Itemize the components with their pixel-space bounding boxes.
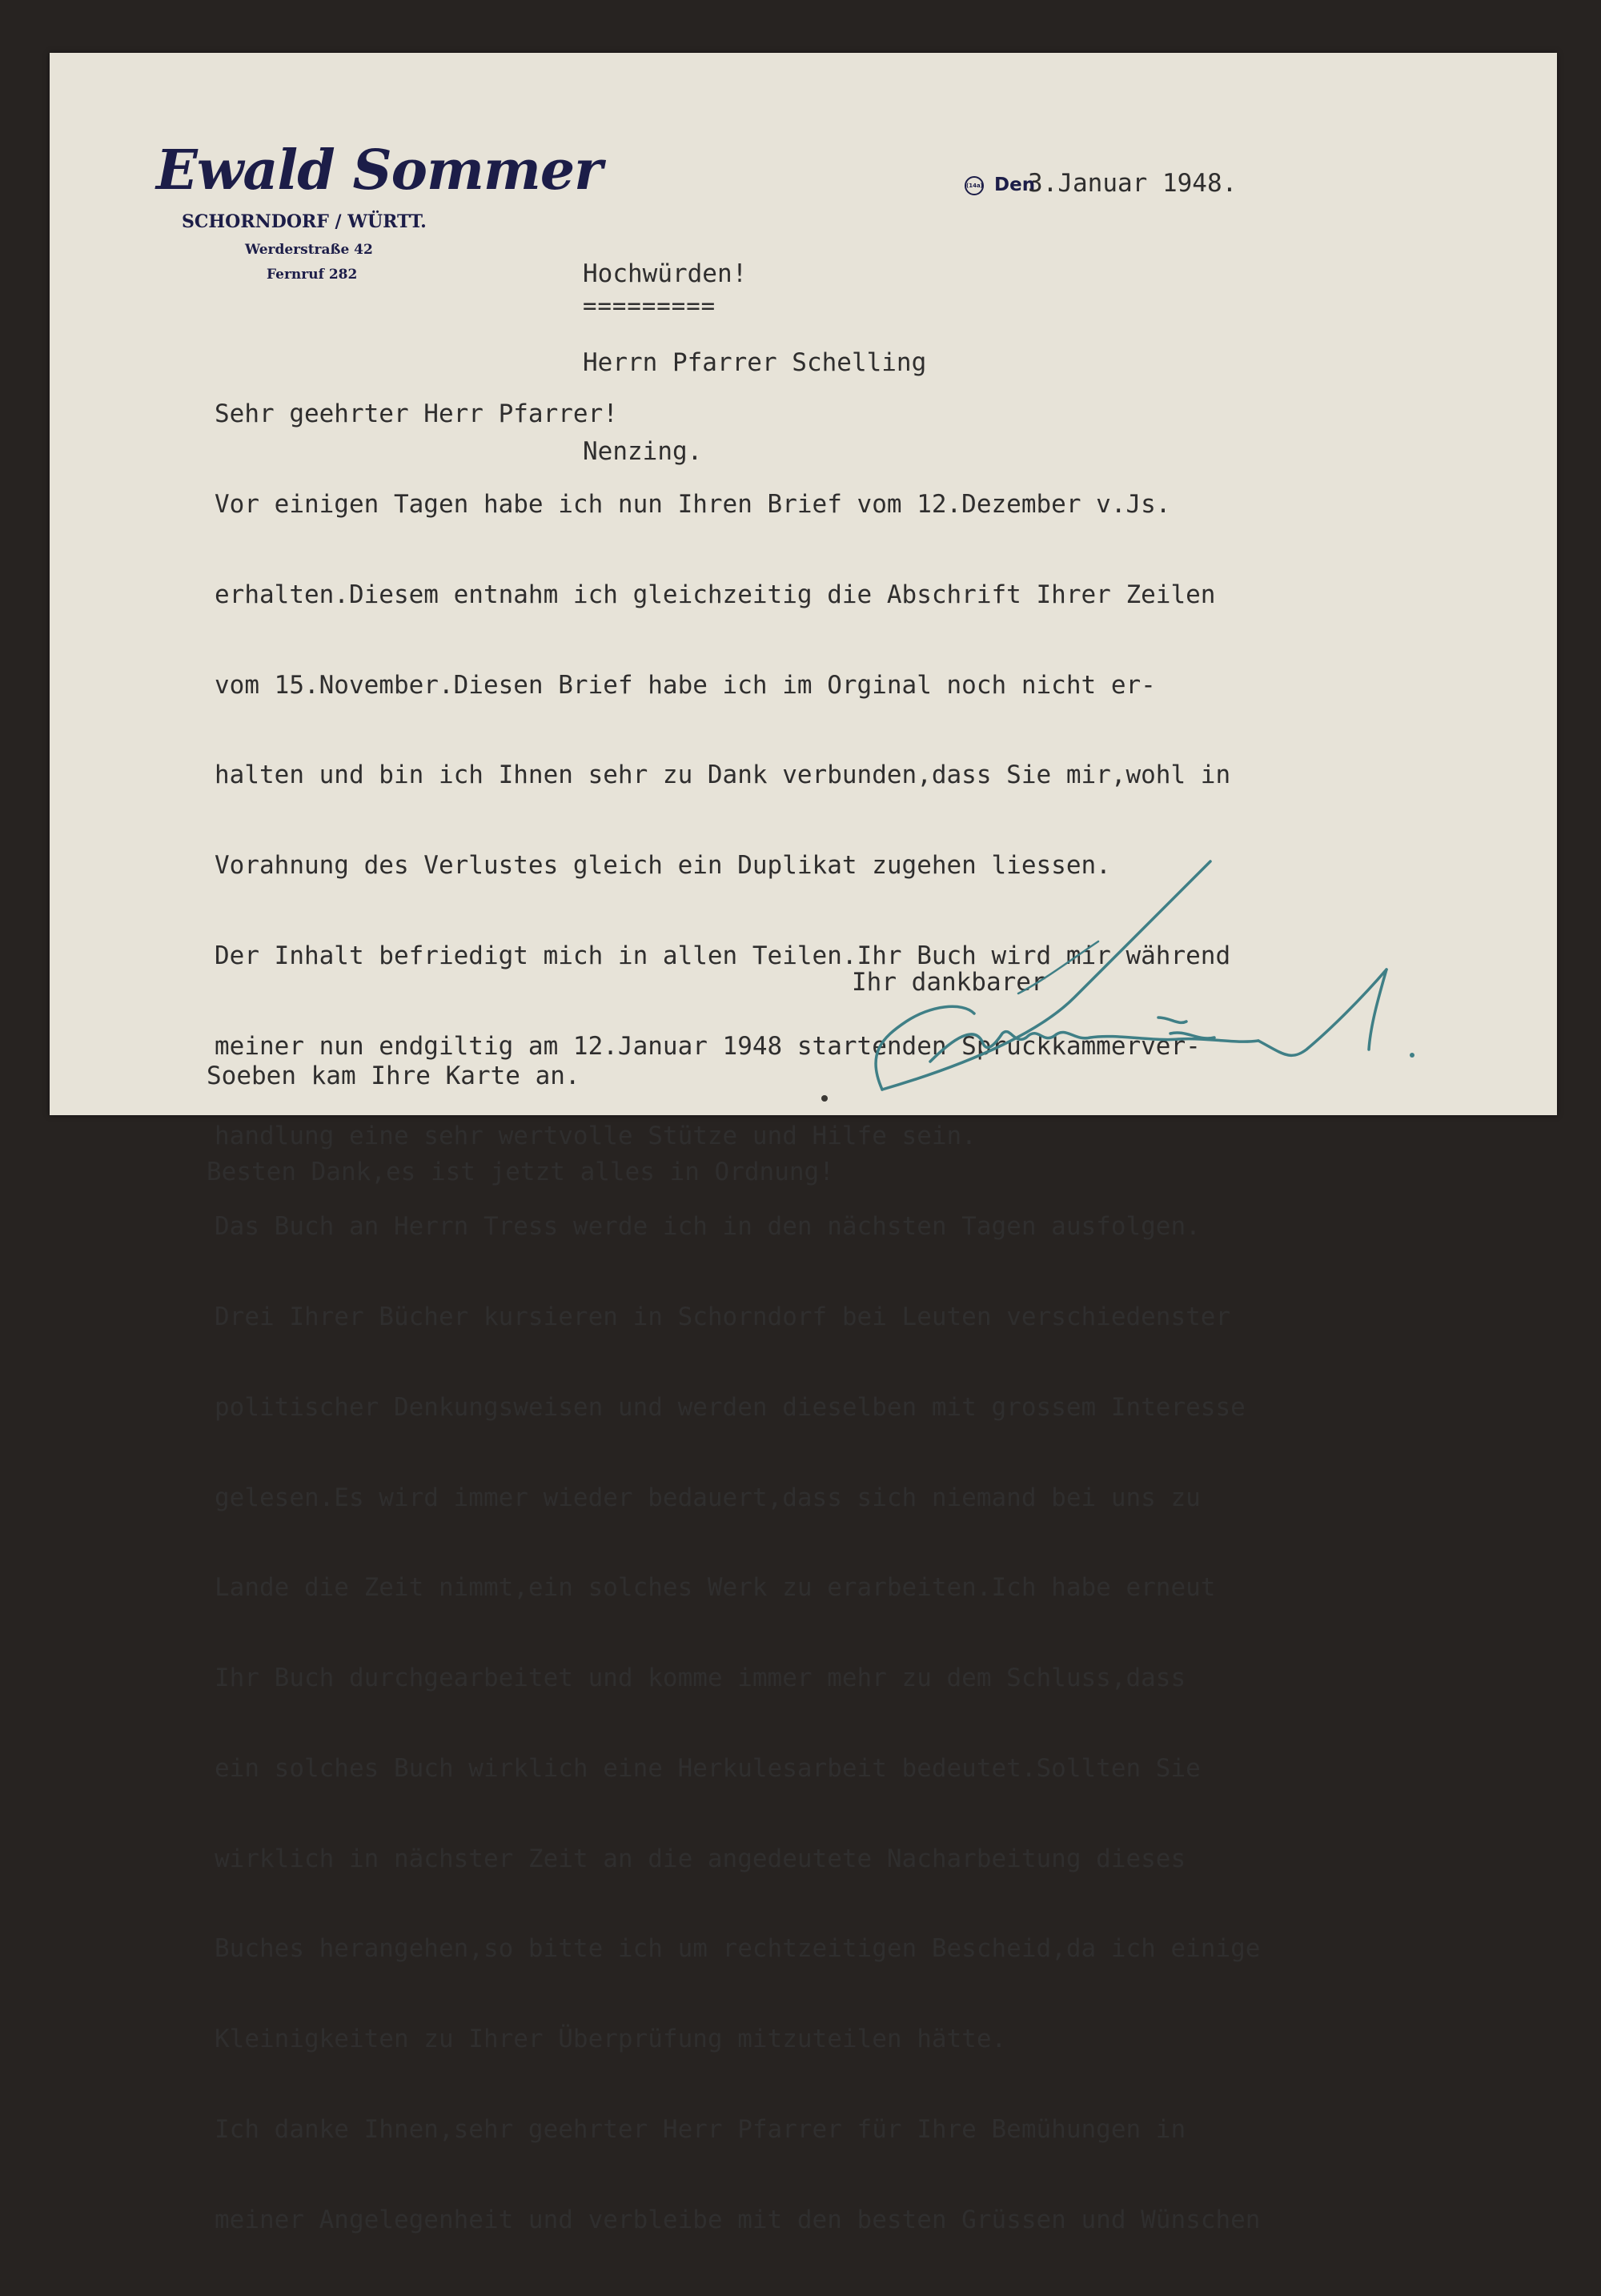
body-line: meiner Angelegenheit und verbleibe mit den besten Grüssen und Wünschen xyxy=(215,2205,1261,2234)
body-line: politischer Denkungsweisen und werden dieselben mit grossem Interesse xyxy=(215,1392,1246,1422)
body-line: Vorahnung des Verlustes gleich ein Duplikat zugehen liessen. xyxy=(215,851,1111,881)
address-underline: ========= xyxy=(583,292,716,319)
body-line: Buches herangehen,so bitte ich um rechtzeitigen Bescheid,da ich einige xyxy=(215,1934,1261,1964)
letterhead-name: Ewald Sommer xyxy=(156,138,602,203)
letterhead-phone: Fernruf 282 xyxy=(267,267,358,283)
letter-page xyxy=(50,53,1557,2234)
handwritten-signature xyxy=(834,861,1475,1102)
body-line: Vor einigen Tagen habe ich nun Ihren Brief vom 12.Dezember v.Js. xyxy=(215,489,1171,519)
body-line: handlung eine sehr wertvolle Stütze und Hilfe sein. xyxy=(215,1122,977,1151)
letter-date: 3.Januar 1948. xyxy=(1028,169,1238,198)
body-line: Lande die Zeit nimmt,ein solches Werk zu erarbeiten.Ich habe erneut xyxy=(215,1573,1216,1603)
body-line: Das Buch an Herrn Tress werde ich in den nächsten Tagen ausfolgen. xyxy=(215,1212,1201,1242)
letter-body xyxy=(215,339,1260,2296)
body-line: Drei Ihrer Bücher kursieren in Schorndorf bei Leuten verschiedenster xyxy=(215,1303,1231,1331)
recipient-line: Hochwürden! xyxy=(583,259,748,288)
recipient-line: Herrn Pfarrer Schelling xyxy=(583,348,927,377)
body-line: Ihr Buch durchgearbeitet und komme immer mehr zu dem Schluss,dass xyxy=(215,1664,1186,1693)
body-line: meiner nun endgiltig am 12.Januar 1948 startenden Spruckkammerver- xyxy=(215,1031,1201,1061)
date-prefix: Den xyxy=(994,175,1036,195)
body-line: vom 15.November.Diesen Brief habe ich im Orginal noch nicht er- xyxy=(215,670,1156,700)
body-line: erhalten.Diesem entnahm ich gleichzeitig die Abschrift Ihrer Zeilen xyxy=(215,580,1216,609)
body-line: halten und bin ich Ihnen sehr zu Dank verbunden,dass Sie mir,wohl in xyxy=(215,761,1231,790)
postal-zone-mark-text: (14a) xyxy=(966,183,983,189)
body-line: Sehr geehrter Herr Pfarrer! xyxy=(215,399,618,429)
punch-dot xyxy=(821,1095,828,1102)
letterhead-city: SCHORNDORF / WÜRTT. xyxy=(182,211,427,232)
body-line: gelesen.Es wird immer wieder bedauert,dass sich niemand bei uns zu xyxy=(215,1483,1201,1512)
recipient-line: Nenzing. xyxy=(583,437,703,466)
body-line: Ich danke Ihnen,sehr geehrter Herr Pfarrer für Ihre Bemühungen in xyxy=(215,2115,1186,2145)
postscript-line: Besten Dank,es ist jetzt alles in Ordnung! xyxy=(207,1158,834,1186)
body-line: Kleinigkeiten zu Ihrer Überprüfung mitzuteilen hätte. xyxy=(215,2025,1007,2054)
closing-phrase: Ihr dankbarer xyxy=(852,968,1046,997)
body-line: wirklich in nächster Zeit an die angedeutete Nacharbeitung dieses xyxy=(215,1844,1186,1873)
body-line: ein solches Buch wirklich eine Herkulesarbeit bedeutet.Sollten Sie xyxy=(215,1753,1201,1783)
postscript xyxy=(207,996,834,1252)
postal-zone-mark-icon xyxy=(965,176,984,195)
letterhead-street: Werderstraße 42 xyxy=(245,242,373,258)
postscript-line: Soeben kam Ihre Karte an. xyxy=(207,1062,580,1090)
body-line: Der Inhalt befriedigt mich in allen Teilen.Ihr Buch wird mir während xyxy=(215,941,1231,970)
